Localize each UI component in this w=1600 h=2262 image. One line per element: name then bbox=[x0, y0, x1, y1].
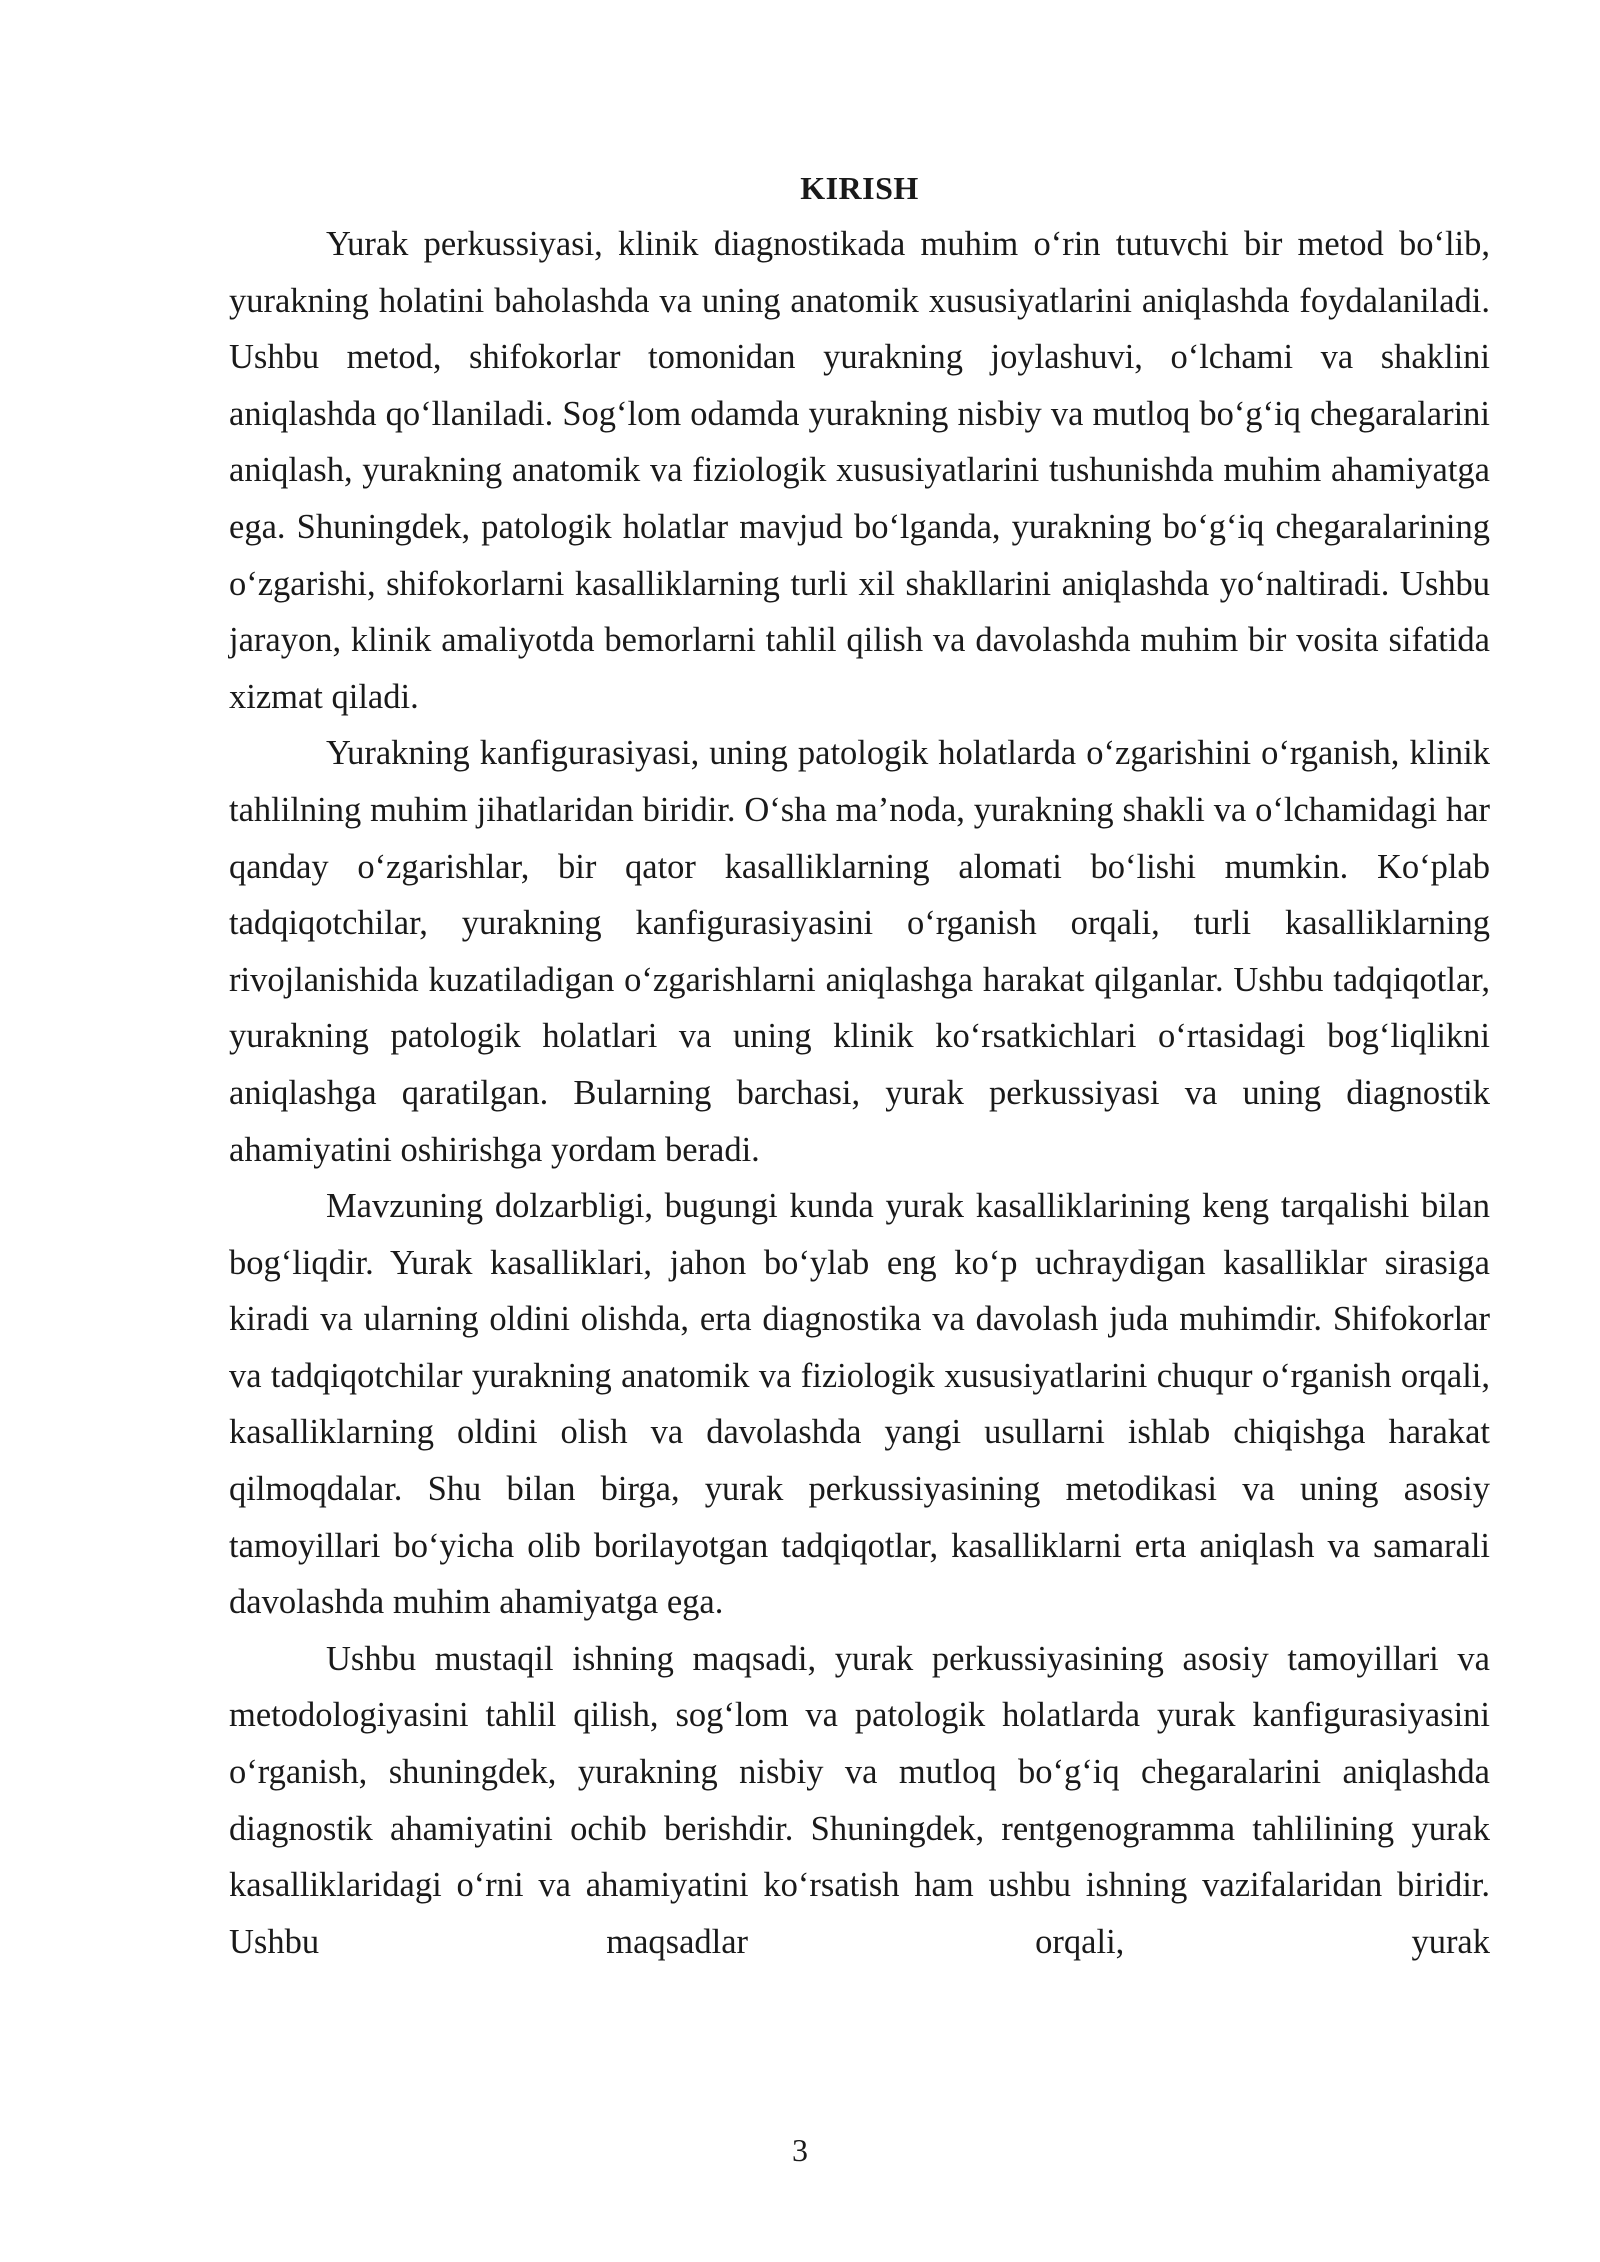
paragraph-1: Yurak perkussiyasi, klinik diagnostikada muhim o‘rin tutuvchi bir metod bo‘lib, yurakning holatini baholashda va uning anatomik xususiyatlarini aniqlashda foydalaniladi. Ushbu metod, shifokorlar tomonidan yurakning joylashuvi, o‘lchami va shaklini aniqlashda qo‘llaniladi. Sog‘lom odamda yurakning nisbiy va mutloq bo‘g‘iq chegaralarini aniqlash, yurakning anatomik va fiziologik xususiyatlarini tushunishda muhim ahamiyatga ega. Shuningdek, patologik holatlar mavjud bo‘lganda, yurakning bo‘g‘iq chegaralarining o‘zgarishi, shifokorlarni kasalliklarning turli xil shakllarini aniqlashda yo‘naltiradi. Ushbu jarayon, klinik amaliyotda bemorlarni tahlil qilish va davolashda muhim bir vosita sifatida xizmat qiladi. bbox=[229, 225, 1490, 716]
paragraph-3: Mavzuning dolzarbligi, bugungi kunda yurak kasalliklarining keng tarqalishi bilan bog‘liqdir. Yurak kasalliklari, jahon bo‘ylab eng ko‘p uchraydigan kasalliklar sirasiga kiradi va ularning oldini olishda, erta diagnostika va davolash juda muhimdir. Shifokorlar va tadqiqotchilar yurakning anatomik va fiziologik xususiyatlarini chuqur o‘rganish orqali, kasalliklarning oldini olish va davolashda yangi usullarni ishlab chiqishga harakat qilmoqdalar. Shu bilan birga, yurak perkussiyasining metodikasi va uning asosiy tamoyillari bo‘yicha olib borilayotgan tadqiqotlar, kasalliklarni erta aniqlash va samarali davolashda muhim ahamiyatga ega. bbox=[229, 1187, 1490, 1622]
paragraph-4: Ushbu mustaqil ishning maqsadi, yurak perkussiyasining asosiy tamoyillari va metodologiyasini tahlil qilish, sog‘lom va patologik holatlarda yurak kanfigurasiyasini o‘rganish, shuningdek, yurakning nisbiy va mutloq bo‘g‘iq chegaralarini aniqlashda diagnostik ahamiyatini ochib berishdir. Shuningdek, rentgenogramma tahlilining yurak kasalliklaridagi o‘rni va ahamiyatini ko‘rsatish ham ushbu ishning vazifalaridan biridir. Ushbu maqsadlar orqali, yurak bbox=[229, 1639, 1490, 1961]
paragraph-2: Yurakning kanfigurasiyasi, uning patologik holatlarda o‘zgarishini o‘rganish, klinik tahlilning muhim jihatlaridan biridir. O‘sha ma’noda, yurakning shakli va o‘lchamidagi har qanday o‘zgarishlar, bir qator kasalliklarning alomati bo‘lishi mumkin. Ko‘plab tadqiqotchilar, yurakning kanfigurasiyasini o‘rganish orqali, turli kasalliklarning rivojlanishida kuzatiladigan o‘zgarishlarni aniqlashga harakat qilganlar. Ushbu tadqiqotlar, yurakning patologik holatlari va uning klinik ko‘rsatkichlari o‘rtasidagi bog‘liqlikni aniqlashga qaratilgan. Bularning barchasi, yurak perkussiyasi va uning diagnostik ahamiyatini oshirishga yordam beradi. bbox=[229, 734, 1490, 1169]
section-title: KIRISH bbox=[800, 170, 919, 206]
page-number: 3 bbox=[792, 2132, 808, 2168]
document-page bbox=[229, 160, 1490, 1970]
